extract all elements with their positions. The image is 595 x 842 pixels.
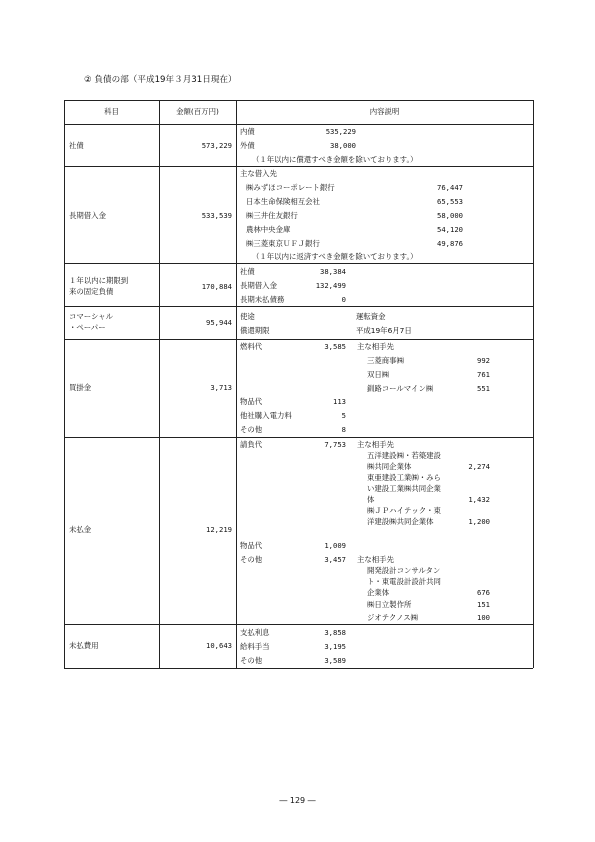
partner-name: 三菱商事㈱ <box>367 356 404 365</box>
partner-value: 761 <box>477 370 490 379</box>
lender-value: 49,876 <box>437 239 463 248</box>
accrued-item-name: 給料手当 <box>240 642 270 651</box>
contract-value: 7,753 <box>324 440 346 449</box>
other-partner-line: ㈱日立製作所 <box>367 600 412 609</box>
accrued-item-value: 3,858 <box>324 628 346 637</box>
ap-other-value: 3,457 <box>324 555 346 564</box>
accounts-payable-label: 未払金 <box>69 525 92 534</box>
partner-value: 551 <box>477 384 490 393</box>
payables-label: 買掛金 <box>69 383 92 392</box>
lender-name: ㈱みずほコーポレート銀行 <box>246 183 335 192</box>
contract-partner-line: 体 <box>367 495 375 504</box>
header-item: 科目 <box>104 107 119 116</box>
contract-partner-value: 1,200 <box>468 517 490 526</box>
bonds-label: 社債 <box>69 141 84 150</box>
bonds-domestic-label: 内債 <box>240 127 255 136</box>
long-loans-amount: 533,539 <box>201 211 232 220</box>
cp-due-value: 平成19年6月7日 <box>356 326 412 335</box>
cp-amount: 95,944 <box>206 318 232 327</box>
contract-partner-line: ㈱ＪＰハイテック・東 <box>367 506 441 515</box>
long-loans-note: （１年以内に返済すべき金額を除いております。） <box>252 252 418 261</box>
current-fixed-amount: 170,884 <box>201 282 232 291</box>
contract-partner-line: 洋建設㈱共同企業体 <box>367 517 434 526</box>
lender-name: 日本生命保険相互会社 <box>246 197 320 206</box>
accrued-item-value: 3,195 <box>324 642 346 651</box>
ap-other-partners-heading: 主な相手先 <box>357 555 394 564</box>
fuel-label: 燃料代 <box>240 342 263 351</box>
ap-partners-heading: 主な相手先 <box>357 440 394 449</box>
contract-label: 請負代 <box>240 440 263 449</box>
current-fixed-label-line2: 来の固定負債 <box>69 287 114 296</box>
accounts-payable-amount: 12,219 <box>206 525 232 534</box>
other-partner-line: 開発設計コンサルタン <box>367 566 441 575</box>
payables-other-name: その他 <box>240 425 263 434</box>
payables-other-value: 113 <box>333 397 346 406</box>
lender-value: 58,000 <box>437 211 463 220</box>
page-number: ― 129 ― <box>279 796 316 805</box>
header-amount: 金額(百万円) <box>176 107 219 116</box>
current-fixed-item-value: 0 <box>341 295 346 304</box>
current-fixed-item-name: 長期未払債務 <box>240 295 285 304</box>
payables-partners-heading: 主な相手先 <box>357 342 394 351</box>
accrued-item-name: その他 <box>240 656 263 665</box>
accrued-label: 未払費用 <box>69 641 99 650</box>
partner-value: 992 <box>477 356 490 365</box>
other-partner-line: ジオテクノス㈱ <box>367 613 418 622</box>
bonds-note: （１年以内に償還すべき金額を除いております。） <box>252 155 418 164</box>
fuel-value: 3,585 <box>324 342 346 351</box>
payables-other-name: 物品代 <box>240 397 263 406</box>
bonds-amount: 573,229 <box>201 141 232 150</box>
lenders-heading: 主な借入先 <box>240 169 277 178</box>
lender-name: ㈱三菱東京ＵＦＪ銀行 <box>246 239 320 248</box>
section-title: ② 負債の部（平成19年３月31日現在） <box>84 75 237 85</box>
current-fixed-item-value: 38,384 <box>320 267 346 276</box>
other-partner-value: 151 <box>477 600 490 609</box>
current-fixed-item-name: 長期借入金 <box>240 281 277 290</box>
other-partner-value: 100 <box>477 613 490 622</box>
contract-partner-value: 1,432 <box>468 495 490 504</box>
contract-partner-line: 東亜建設工業㈱・みら <box>367 473 441 482</box>
lender-value: 76,447 <box>437 183 463 192</box>
contract-partner-line: ㈱共同企業体 <box>367 462 412 471</box>
lender-value: 54,120 <box>437 225 463 234</box>
other-partner-line: 企業体 <box>367 588 390 597</box>
bonds-domestic-value: 535,229 <box>325 127 356 136</box>
goods-value: 1,009 <box>324 541 346 550</box>
contract-partner-line: い建設工業㈱共同企業 <box>367 484 441 493</box>
payables-other-value: 8 <box>341 425 346 434</box>
lender-name: 農林中央金庫 <box>246 225 291 234</box>
current-fixed-item-name: 社債 <box>240 267 255 276</box>
bonds-foreign-value: 38,000 <box>330 141 356 150</box>
cp-label-line1: コマーシャル <box>69 312 114 321</box>
payables-other-name: 他社購入電力料 <box>240 411 292 420</box>
cp-use-label: 使途 <box>240 312 255 321</box>
lender-value: 65,553 <box>437 197 463 206</box>
current-fixed-label-line1: １年以内に期限到 <box>69 276 129 285</box>
other-partner-value: 676 <box>477 588 490 597</box>
ap-other-label: その他 <box>240 555 263 564</box>
accrued-item-name: 支払利息 <box>240 628 270 637</box>
contract-partner-value: 2,274 <box>468 462 490 471</box>
partner-name: 釧路コールマイン㈱ <box>367 384 434 393</box>
other-partner-line: ト・東電設計設計共同 <box>367 577 441 586</box>
accrued-amount: 10,643 <box>206 641 232 650</box>
header-detail: 内容説明 <box>369 107 400 116</box>
accrued-item-value: 3,589 <box>324 656 346 665</box>
payables-other-value: 5 <box>341 411 346 420</box>
cp-use-value: 運転資金 <box>356 312 386 321</box>
cp-label-line2: ・ペーパー <box>69 323 106 332</box>
cp-due-label: 償還期限 <box>240 326 270 335</box>
goods-label: 物品代 <box>240 541 263 550</box>
long-loans-label: 長期借入金 <box>69 211 106 220</box>
partner-name: 双日㈱ <box>367 370 390 379</box>
lender-name: ㈱三井住友銀行 <box>246 211 298 220</box>
bonds-foreign-label: 外債 <box>240 141 255 150</box>
payables-amount: 3,713 <box>210 383 232 392</box>
contract-partner-line: 五洋建設㈱・若築建設 <box>367 451 441 460</box>
current-fixed-item-value: 132,499 <box>315 281 346 290</box>
